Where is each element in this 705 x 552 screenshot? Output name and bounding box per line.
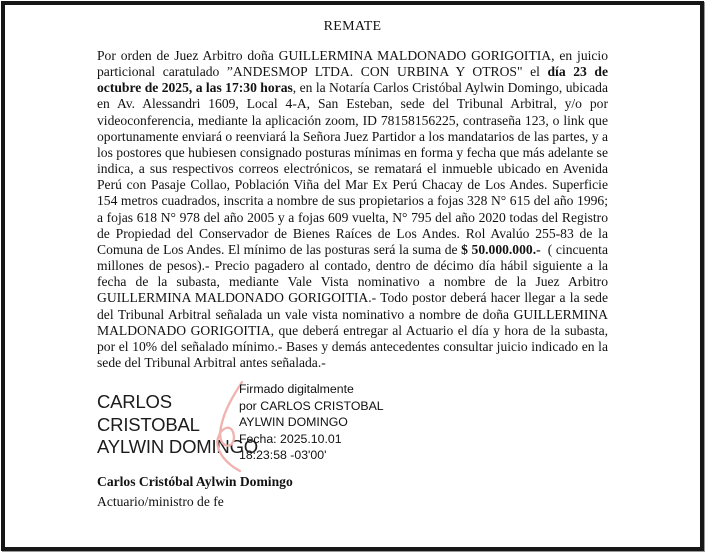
actuary-name: Carlos Cristóbal Aylwin Domingo [97, 474, 293, 489]
signature-name-line: AYLWIN DOMINGO [97, 436, 258, 457]
signature-detail-line: AYLWIN DOMINGO [239, 415, 348, 430]
paragraph-run-intro: Por orden de Juez Arbitro doña GUILLERMINA MALDONADO GORIGOITIA, en juicio particional caratulado ”ANDESMOP LTDA. CON URBINA Y OTROS" el [97, 48, 608, 80]
signature-detail-line: Firmado digitalmente [239, 382, 354, 396]
paragraph-run-closing: ( cincuenta millones de pesos).- Precio pagadero al contado, dentro de décimo día hábil siguiente a la fecha de la subasta, mediante Vale Vista nominativo a nombre de la Juez Arbitro GUILLERMINA MALDONADO GORIGOITIA.- Todo postor deberá hacer llegar a la sede del Tribunal Arbitral señalada un vale vista nominativo a nombre de doña GUILLERMINA MALDONADO GORIGOITIA, que deberá entregar al Actuario el día y hora de la subasta, por el 10% del señalado mínimo.- Bases y demás antecedentes consultar juicio indicado en la sede del Tribunal Arbitral antes señalada.- [97, 241, 608, 370]
signature-name-line: CARLOS [97, 391, 172, 412]
document-title: REMATE [323, 19, 382, 34]
minimum-bid-amount: $ 50.000.000.- [461, 241, 541, 257]
auction-datetime: día 23 de octubre de 2025, a las 17:30 horas [97, 64, 608, 96]
signature-detail-line: por CARLOS CRISTOBAL [239, 398, 384, 413]
notice-paragraph [97, 48, 608, 371]
paragraph-run-details: , en la Notaría Carlos Cristóbal Aylwin Domingo, ubicada en Av. Alessandri 1609, Local 4-A, San Esteban, sede del Tribunal Arbitral, y/o por videoconferencia, mediante la aplicación zoom, ID 78158156225, contraseña 123, o link que oportunamente enviará o reenviará la Señora Juez Partidor a los mandatarios de las partes, y a los postores que hubiesen consignado posturas mínimas en forma y fecha que más adelante se indica, a sus respectivos correos electrónicos, se rematará el inmueble ubicado en Avenida Perú con Pasaje Collao, Población Viña del Mar Ex Perú Chacay de Los Andes. Superficie 154 metros cuadrados, inscrita a nombre de sus propietarios a fojas 328 N° 615 del año 1996; a fojas 618 N° 978 del año 2005 y a fojas 609 vuelta, N° 795 del año 2020 todas del Registro de Propiedad del Conservador de Bienes Raíces de Los Andes. Rol Avalúo 255-83 de la Comuna de Los Andes. El mínimo de las posturas será la suma de [97, 80, 609, 257]
signature-detail-line: Fecha: 2025.10.01 [239, 431, 342, 446]
digital-signature-details-block [239, 381, 399, 464]
signature-name-line: CRISTOBAL [97, 413, 200, 435]
actuary-role: Actuario/ministro de fe [97, 494, 224, 509]
signature-detail-line: 18:23:58 -03'00' [239, 448, 327, 463]
